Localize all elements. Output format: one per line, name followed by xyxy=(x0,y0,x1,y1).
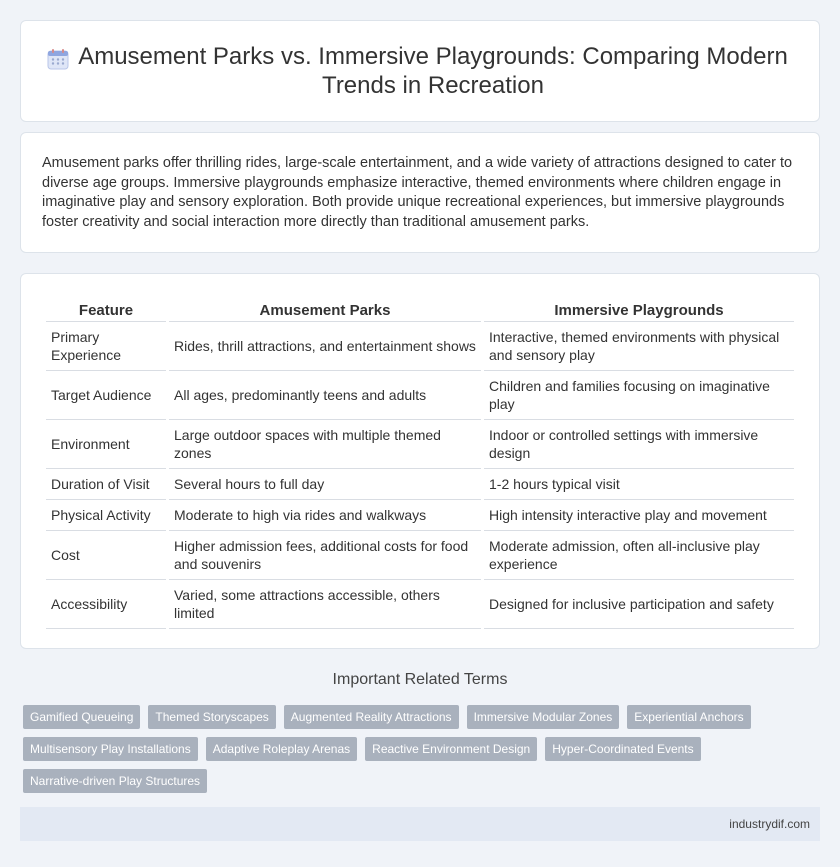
term-tag[interactable]: Adaptive Roleplay Arenas xyxy=(206,737,357,761)
term-tag[interactable]: Experiential Anchors xyxy=(627,705,750,729)
row-feature: Physical Activity xyxy=(46,500,166,531)
table-row xyxy=(46,371,794,420)
row-amusement-parks: Rides, thrill attractions, and entertainment shows xyxy=(169,322,481,371)
row-immersive-playgrounds: Children and families focusing on imaginative play xyxy=(484,371,794,420)
term-tag[interactable]: Hyper-Coordinated Events xyxy=(545,737,700,761)
related-terms-title: Important Related Terms xyxy=(332,671,508,688)
row-amusement-parks: Higher admission fees, additional costs for food and souvenirs xyxy=(169,531,481,580)
row-immersive-playgrounds: 1-2 hours typical visit xyxy=(484,469,794,500)
term-tag[interactable]: Gamified Queueing xyxy=(23,705,140,729)
table-row xyxy=(46,469,794,500)
term-tag[interactable]: Narrative-driven Play Structures xyxy=(23,769,207,793)
row-immersive-playgrounds: Moderate admission, often all-inclusive play experience xyxy=(484,531,794,580)
table-row xyxy=(46,580,794,629)
table-row xyxy=(46,420,794,469)
intro-card xyxy=(20,132,820,253)
row-feature: Primary Experience xyxy=(46,322,166,371)
row-immersive-playgrounds: Indoor or controlled settings with immersive design xyxy=(484,420,794,469)
table-row xyxy=(46,531,794,580)
term-tag[interactable]: Immersive Modular Zones xyxy=(467,705,620,729)
row-feature: Cost xyxy=(46,531,166,580)
title-card xyxy=(20,20,820,122)
column-header-immersive-playgrounds: Immersive Playgrounds xyxy=(484,296,794,322)
row-amusement-parks: Large outdoor spaces with multiple themed zones xyxy=(169,420,481,469)
column-header-feature: Feature xyxy=(46,296,166,322)
row-immersive-playgrounds: Designed for inclusive participation and safety xyxy=(484,580,794,629)
footer xyxy=(20,807,820,841)
term-tag[interactable]: Augmented Reality Attractions xyxy=(284,705,459,729)
term-tag[interactable]: Themed Storyscapes xyxy=(148,705,275,729)
row-amusement-parks: Several hours to full day xyxy=(169,469,481,500)
page-title: Amusement Parks vs. Immersive Playgrounds: Comparing Modern Trends in Recreation xyxy=(78,43,788,99)
table-header-row xyxy=(46,296,794,322)
row-immersive-playgrounds: High intensity interactive play and movement xyxy=(484,500,794,531)
intro-paragraph: Amusement parks offer thrilling rides, large-scale entertainment, and a wide variety of attractions designed to cater to diverse age groups. Immersive playgrounds emphasize interactive, themed environments where children engage in imaginative play and sensory exploration. Both provide unique recreational experiences, but immersive playgrounds foster creativity and social interaction more directly than traditional amusement parks. xyxy=(42,155,793,230)
row-amusement-parks: All ages, predominantly teens and adults xyxy=(169,371,481,420)
term-tag[interactable]: Multisensory Play Installations xyxy=(23,737,198,761)
calendar-icon xyxy=(47,48,69,70)
row-feature: Environment xyxy=(46,420,166,469)
term-tag[interactable]: Reactive Environment Design xyxy=(365,737,537,761)
comparison-table xyxy=(43,296,797,629)
row-feature: Accessibility xyxy=(46,580,166,629)
row-feature: Target Audience xyxy=(46,371,166,420)
row-feature: Duration of Visit xyxy=(46,469,166,500)
row-amusement-parks: Moderate to high via rides and walkways xyxy=(169,500,481,531)
column-header-amusement-parks: Amusement Parks xyxy=(169,296,481,322)
comparison-card xyxy=(20,273,820,649)
row-amusement-parks: Varied, some attractions accessible, others limited xyxy=(169,580,481,629)
footer-site-link[interactable]: industrydif.com xyxy=(729,817,810,831)
table-row xyxy=(46,500,794,531)
related-terms-list xyxy=(20,705,820,793)
row-immersive-playgrounds: Interactive, themed environments with physical and sensory play xyxy=(484,322,794,371)
table-row xyxy=(46,322,794,371)
